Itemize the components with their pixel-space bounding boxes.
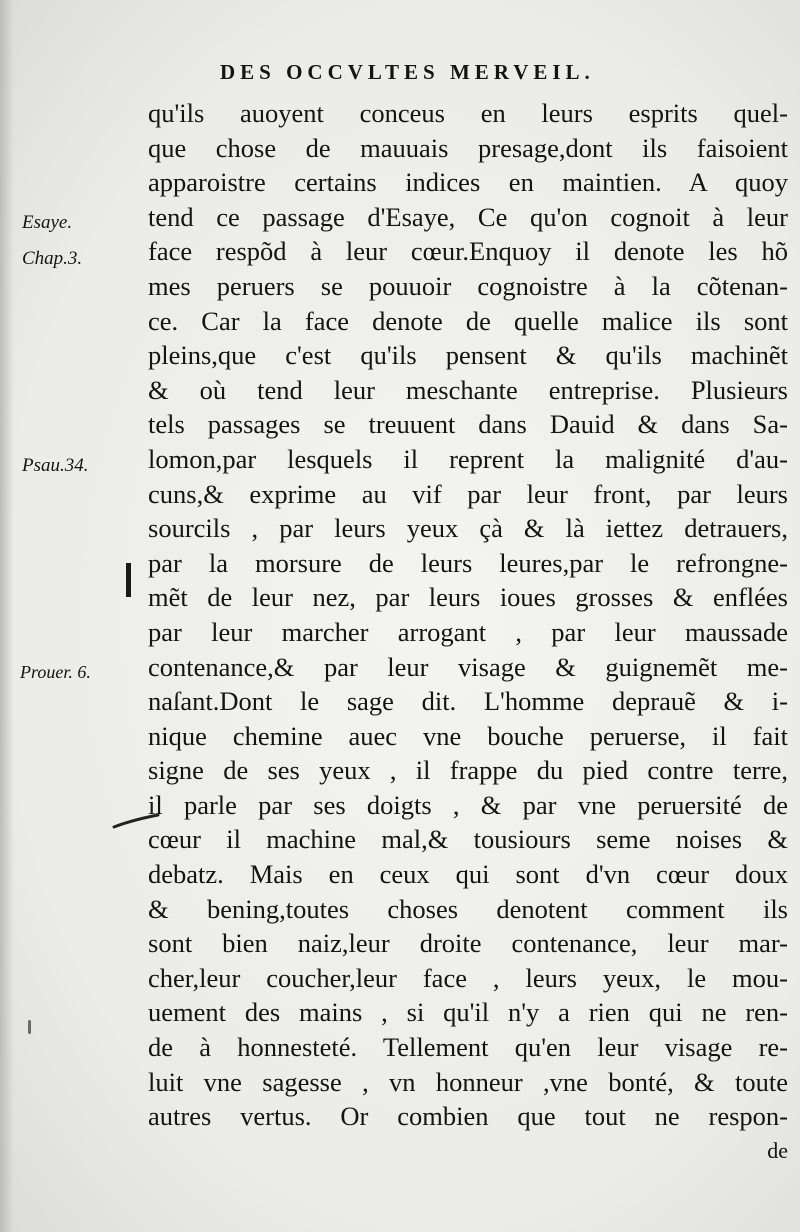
text-line: tend ce passage d'Esaye, Ce qu'on cognoit à leur xyxy=(148,201,788,232)
margin-note-psau: Psau.34. xyxy=(22,455,89,476)
ink-mark-bar xyxy=(126,563,131,597)
binding-shadow xyxy=(0,0,14,1232)
text-line: mẽt de leur nez, par leurs ioues grosses & enflées xyxy=(148,582,788,613)
body-text xyxy=(148,96,788,1168)
text-line: sont bien naiz,leur droite contenance, leur mar- xyxy=(148,928,788,959)
text-line: & où tend leur meschante entreprise. Plusieurs xyxy=(148,374,788,405)
text-line: qu'ils auoyent conceus en leurs esprits quel- xyxy=(148,98,788,128)
text-line: cher,leur coucher,leur face , leurs yeux, le mou- xyxy=(148,962,788,993)
text-line: par la morsure de leurs leures,par le refrongne- xyxy=(148,547,788,578)
text-line: sourcils , par leurs yeux çà & là iettez detrauers, xyxy=(148,513,788,544)
text-line: mes peruers se pouuoir cognoistre à la cõtenan- xyxy=(148,270,788,301)
text-line: ce. Car la face denote de quelle malice ils sont xyxy=(148,305,788,336)
text-line: face respõd à leur cœur.Enquoy il denote les hõ xyxy=(148,236,788,267)
text-line: contenance,& par leur visage & guignemẽt me- xyxy=(148,651,788,682)
text-line: & bening,toutes choses denotent comment ils xyxy=(148,893,788,924)
text-line: apparoistre certains indices en maintien. A quoy xyxy=(148,167,788,198)
text-line: par leur marcher arrogant , par leur maussade xyxy=(148,616,788,647)
text-line: cœur il machine mal,& tousiours seme noises & xyxy=(148,824,788,855)
margin-note-prouer: Prouer. 6. xyxy=(20,662,91,682)
text-line: uement des mains , si qu'il n'y a rien qui ne ren- xyxy=(148,997,788,1028)
catchword: de xyxy=(767,1137,788,1163)
text-line: il parle par ses doigts , & par vne peruersité de xyxy=(148,789,788,820)
text-line: de à honnesteté. Tellement qu'en leur visage re- xyxy=(148,1032,788,1063)
margin-note-chap: Chap.3. xyxy=(22,248,83,269)
text-line: signe de ses yeux , il frappe du pied contre terre, xyxy=(148,755,788,786)
text-line: lomon,par lesquels il reprent la malignité d'au- xyxy=(148,443,788,474)
running-header: DES OCCVLTES MERVEIL. xyxy=(220,60,595,84)
text-line: tels passages se treuuent dans Dauid & dans Sa- xyxy=(148,409,788,440)
text-line: cuns,& exprime au vif par leur front, par leurs xyxy=(148,478,788,509)
text-line: nique chemine auec vne bouche peruerse, il fait xyxy=(148,720,788,751)
text-line: luit vne sagesse , vn honneur ,vne bonté, & toute xyxy=(148,1066,788,1097)
text-line: que chose de mauuais presage,dont ils faisoient xyxy=(148,132,788,163)
margin-note-esaye: Esaye. xyxy=(22,212,73,233)
text-line: pleins,que c'est qu'ils pensent & qu'ils machinẽt xyxy=(148,340,788,371)
text-line: naſant.Dont le sage dit. L'homme deprauẽ & i- xyxy=(148,686,788,717)
text-line: debatz. Mais en ceux qui sont d'vn cœur doux xyxy=(148,859,788,890)
text-line: autres vertus. Or combien que tout ne respon- xyxy=(148,1101,788,1132)
ink-speck xyxy=(28,1020,31,1034)
